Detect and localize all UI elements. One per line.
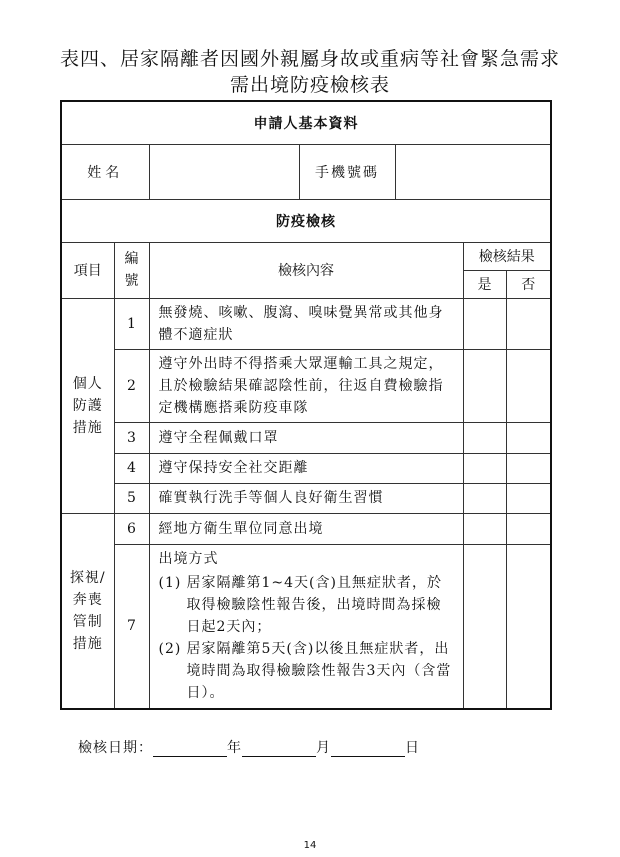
yes-checkbox-cell[interactable] (463, 483, 506, 513)
check-header-row (61, 199, 551, 242)
column-header-row-1 (61, 242, 551, 270)
applicant-info-row (61, 144, 551, 199)
checklist-table (60, 100, 552, 710)
yes-checkbox-cell[interactable] (463, 298, 506, 349)
no-checkbox-cell[interactable] (506, 453, 551, 483)
category-visit-control: 探視/ 奔喪 管制 措施 (61, 513, 114, 709)
departure-option-2: (2) 居家隔離第5天(含)以後且無症狀者，出境時間為取得檢驗陰性報告3天內（含當日）。 (158, 641, 452, 702)
yes-checkbox-cell[interactable] (463, 453, 506, 483)
table-row (61, 483, 551, 513)
name-field[interactable] (149, 144, 299, 199)
day-blank[interactable] (331, 742, 405, 757)
table-row (61, 453, 551, 483)
section-basic-info: 申請人基本資料 (61, 101, 551, 144)
yes-checkbox-cell[interactable] (463, 422, 506, 453)
row-content: 遵守外出時不得搭乘大眾運輸工具之規定，且於檢驗結果確認陰性前，往返自費檢驗指定機構應搭乘防疫車隊 (149, 349, 463, 422)
page-number: 14 (303, 840, 317, 851)
table-row (61, 298, 551, 349)
yes-checkbox-cell[interactable] (463, 513, 506, 544)
phone-field[interactable] (395, 144, 551, 199)
row-content: 確實執行洗手等個人良好衛生習慣 (149, 483, 463, 513)
no-checkbox-cell[interactable] (506, 544, 551, 709)
table-row (61, 349, 551, 422)
departure-heading: 出境方式 (158, 551, 219, 568)
category-personal-protection: 個人 防護 措施 (61, 298, 114, 513)
table-row (61, 513, 551, 544)
yes-checkbox-cell[interactable] (463, 544, 506, 709)
row-number: 1 (114, 298, 149, 349)
no-checkbox-cell[interactable] (506, 349, 551, 422)
basic-info-header-row (61, 101, 551, 144)
header-yes: 是 (463, 270, 506, 298)
no-checkbox-cell[interactable] (506, 298, 551, 349)
row-number: 3 (114, 422, 149, 453)
row-content: 遵守全程佩戴口罩 (149, 422, 463, 453)
table-row (61, 422, 551, 453)
name-label: 姓名 (61, 144, 149, 199)
header-item: 項目 (61, 242, 114, 298)
row-number: 7 (114, 544, 149, 709)
row-number: 4 (114, 453, 149, 483)
year-blank[interactable] (153, 742, 227, 757)
header-number: 編號 (114, 242, 149, 298)
header-content: 檢核內容 (149, 242, 463, 298)
month-label: 月 (316, 740, 331, 756)
check-date-label: 檢核日期： (78, 740, 153, 756)
yes-checkbox-cell[interactable] (463, 349, 506, 422)
check-date-line (78, 737, 420, 757)
form-title-line2: 需出境防疫檢核表 (229, 74, 390, 96)
day-label: 日 (405, 740, 420, 756)
no-checkbox-cell[interactable] (506, 513, 551, 544)
row-number: 2 (114, 349, 149, 422)
departure-option-1: (1) 居家隔離第1~4天(含)且無症狀者，於取得檢驗陰性報告後，出境時間為採檢日起2天內； (158, 575, 442, 636)
row-content: 無發燒、咳嗽、腹瀉、嗅味覺異常或其他身體不適症狀 (149, 298, 463, 349)
no-checkbox-cell[interactable] (506, 422, 551, 453)
year-label: 年 (227, 740, 242, 756)
row-number: 6 (114, 513, 149, 544)
row-content-departure (149, 544, 463, 709)
row-number: 5 (114, 483, 149, 513)
header-result: 檢核結果 (463, 242, 551, 270)
row-content: 經地方衛生單位同意出境 (149, 513, 463, 544)
header-no: 否 (506, 270, 551, 298)
no-checkbox-cell[interactable] (506, 483, 551, 513)
row-content: 遵守保持安全社交距離 (149, 453, 463, 483)
form-title-line1: 表四、居家隔離者因國外親屬身故或重病等社會緊急需求 (59, 48, 560, 70)
month-blank[interactable] (242, 742, 316, 757)
section-check: 防疫檢核 (61, 199, 551, 242)
phone-label: 手機號碼 (299, 144, 395, 199)
table-row (61, 544, 551, 709)
